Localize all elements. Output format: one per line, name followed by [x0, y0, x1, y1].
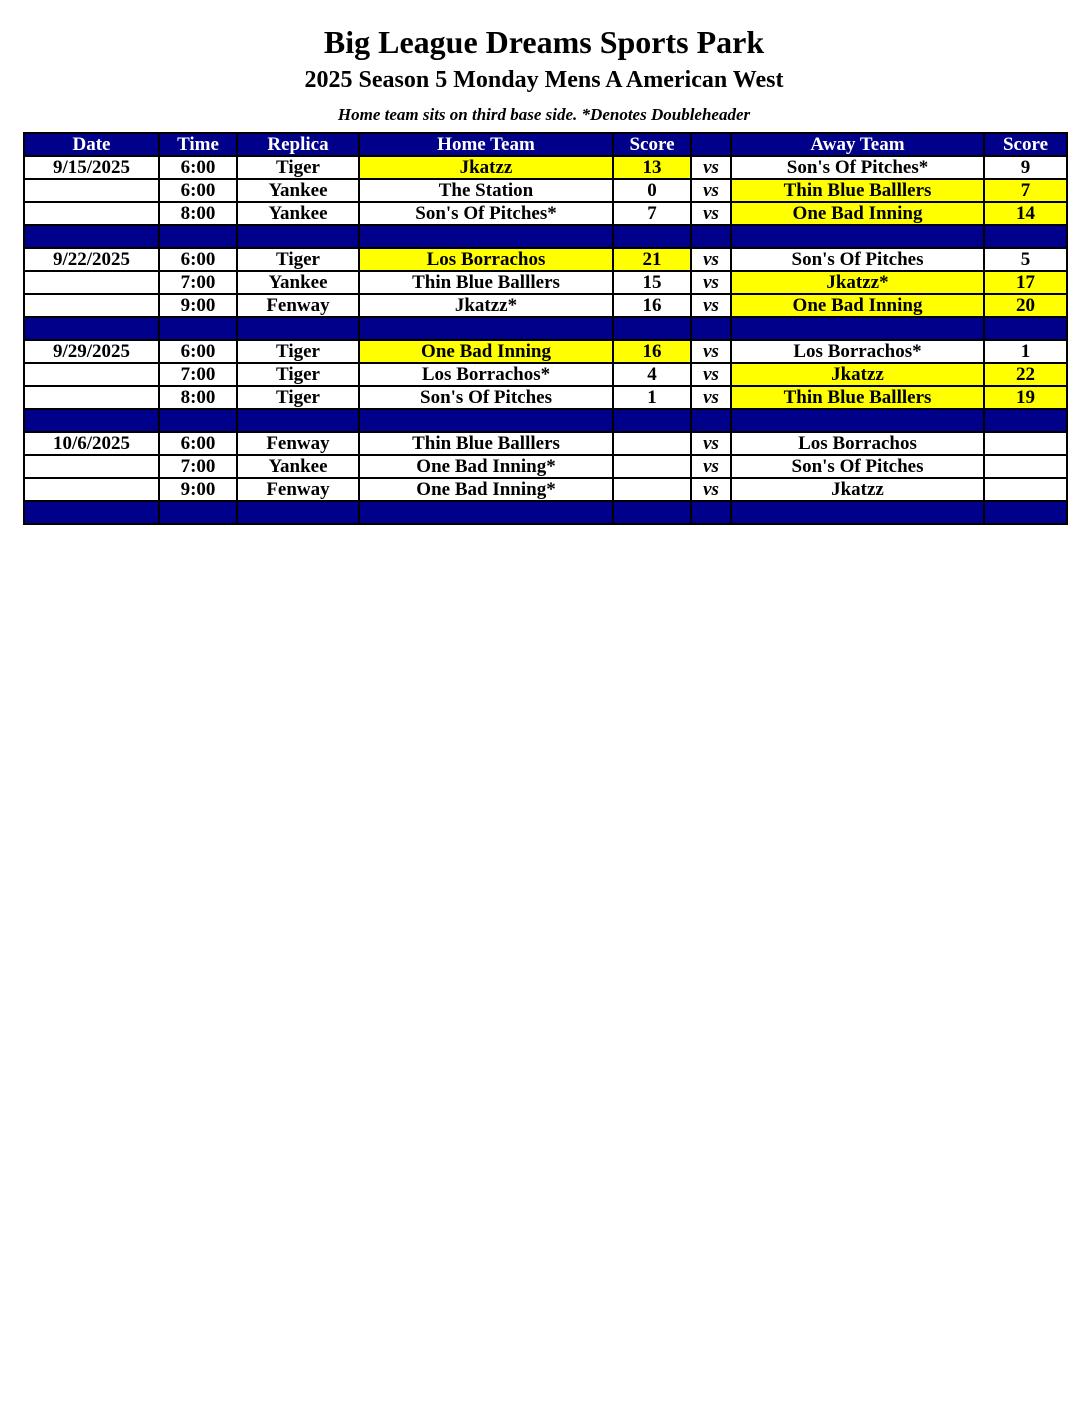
away-team-cell: Thin Blue Balllers — [731, 179, 984, 202]
separator-cell — [691, 317, 731, 340]
time-cell: 7:00 — [159, 455, 237, 478]
game-row — [24, 271, 1067, 294]
date-cell — [24, 386, 159, 409]
away-team-cell: Los Borrachos* — [731, 340, 984, 363]
date-cell: 9/29/2025 — [24, 340, 159, 363]
home-team-cell: One Bad Inning* — [359, 478, 613, 501]
schedule-note: Home team sits on third base side. *Denotes Doubleheader — [337, 105, 751, 124]
replica-cell: Yankee — [237, 455, 359, 478]
home-score-cell: 13 — [613, 156, 691, 179]
separator-cell — [613, 501, 691, 524]
separator-cell — [159, 317, 237, 340]
separator-cell — [237, 317, 359, 340]
table-header-row — [24, 133, 1067, 156]
time-cell: 9:00 — [159, 478, 237, 501]
separator-cell — [237, 409, 359, 432]
separator-cell — [691, 501, 731, 524]
home-team-cell: Thin Blue Balllers — [359, 432, 613, 455]
away-score-cell: 20 — [984, 294, 1067, 317]
away-team-cell: One Bad Inning — [731, 294, 984, 317]
separator-cell — [613, 317, 691, 340]
away-score-cell: 14 — [984, 202, 1067, 225]
away-score-cell — [984, 432, 1067, 455]
separator-cell — [159, 501, 237, 524]
away-score-cell: 7 — [984, 179, 1067, 202]
time-cell: 6:00 — [159, 248, 237, 271]
away-team-cell: Thin Blue Balllers — [731, 386, 984, 409]
game-row — [24, 386, 1067, 409]
date-cell — [24, 202, 159, 225]
date-cell: 9/15/2025 — [24, 156, 159, 179]
separator-cell — [359, 317, 613, 340]
vs-cell: vs — [691, 248, 731, 271]
home-score-cell: 15 — [613, 271, 691, 294]
column-header-home-score: Score — [613, 133, 691, 156]
home-team-cell: Jkatzz — [359, 156, 613, 179]
replica-cell: Fenway — [237, 294, 359, 317]
replica-cell: Tiger — [237, 340, 359, 363]
time-cell: 8:00 — [159, 202, 237, 225]
away-team-cell: Son's Of Pitches — [731, 248, 984, 271]
away-score-cell: 9 — [984, 156, 1067, 179]
date-cell — [24, 294, 159, 317]
time-cell: 6:00 — [159, 432, 237, 455]
home-team-cell: Jkatzz* — [359, 294, 613, 317]
replica-cell: Fenway — [237, 478, 359, 501]
vs-cell: vs — [691, 455, 731, 478]
separator-cell — [359, 501, 613, 524]
game-row — [24, 363, 1067, 386]
time-cell: 9:00 — [159, 294, 237, 317]
replica-cell: Yankee — [237, 202, 359, 225]
separator-cell — [237, 225, 359, 248]
game-row — [24, 432, 1067, 455]
week-separator-row — [24, 409, 1067, 432]
separator-cell — [237, 501, 359, 524]
away-score-cell — [984, 478, 1067, 501]
home-score-cell — [613, 432, 691, 455]
replica-cell: Tiger — [237, 248, 359, 271]
vs-cell: vs — [691, 478, 731, 501]
away-score-cell: 5 — [984, 248, 1067, 271]
replica-cell: Tiger — [237, 156, 359, 179]
separator-cell — [984, 501, 1067, 524]
time-cell: 6:00 — [159, 156, 237, 179]
game-row — [24, 340, 1067, 363]
separator-cell — [159, 409, 237, 432]
away-team-cell: Los Borrachos — [731, 432, 984, 455]
home-team-cell: One Bad Inning* — [359, 455, 613, 478]
game-row — [24, 478, 1067, 501]
away-team-cell: Son's Of Pitches* — [731, 156, 984, 179]
separator-cell — [984, 225, 1067, 248]
away-team-cell: Jkatzz — [731, 363, 984, 386]
vs-cell: vs — [691, 156, 731, 179]
separator-cell — [691, 409, 731, 432]
home-team-cell: Son's Of Pitches* — [359, 202, 613, 225]
separator-cell — [24, 409, 159, 432]
column-header-time: Time — [159, 133, 237, 156]
separator-cell — [159, 225, 237, 248]
separator-cell — [24, 317, 159, 340]
home-score-cell: 1 — [613, 386, 691, 409]
vs-cell: vs — [691, 340, 731, 363]
game-row — [24, 248, 1067, 271]
vs-cell: vs — [691, 294, 731, 317]
home-score-cell — [613, 478, 691, 501]
date-cell — [24, 271, 159, 294]
separator-cell — [731, 501, 984, 524]
home-team-cell: Los Borrachos* — [359, 363, 613, 386]
home-score-cell: 0 — [613, 179, 691, 202]
date-cell — [24, 478, 159, 501]
away-team-cell: One Bad Inning — [731, 202, 984, 225]
time-cell: 6:00 — [159, 340, 237, 363]
separator-cell — [24, 225, 159, 248]
home-team-cell: The Station — [359, 179, 613, 202]
replica-cell: Yankee — [237, 179, 359, 202]
week-separator-row — [24, 501, 1067, 524]
date-cell: 10/6/2025 — [24, 432, 159, 455]
vs-cell: vs — [691, 271, 731, 294]
away-score-cell: 19 — [984, 386, 1067, 409]
home-score-cell: 7 — [613, 202, 691, 225]
column-header-replica: Replica — [237, 133, 359, 156]
home-team-cell: Los Borrachos — [359, 248, 613, 271]
separator-cell — [731, 317, 984, 340]
column-header-away-team: Away Team — [731, 133, 984, 156]
separator-cell — [984, 409, 1067, 432]
separator-cell — [731, 225, 984, 248]
column-header-vs — [691, 133, 731, 156]
week-separator-row — [24, 317, 1067, 340]
separator-cell — [359, 225, 613, 248]
replica-cell: Tiger — [237, 386, 359, 409]
vs-cell: vs — [691, 179, 731, 202]
column-header-away-score: Score — [984, 133, 1067, 156]
separator-cell — [613, 409, 691, 432]
time-cell: 7:00 — [159, 363, 237, 386]
game-row — [24, 179, 1067, 202]
away-score-cell: 22 — [984, 363, 1067, 386]
replica-cell: Fenway — [237, 432, 359, 455]
home-score-cell: 21 — [613, 248, 691, 271]
game-row — [24, 202, 1067, 225]
vs-cell: vs — [691, 363, 731, 386]
home-score-cell: 16 — [613, 294, 691, 317]
replica-cell: Yankee — [237, 271, 359, 294]
replica-cell: Tiger — [237, 363, 359, 386]
separator-cell — [731, 409, 984, 432]
game-row — [24, 294, 1067, 317]
time-cell: 7:00 — [159, 271, 237, 294]
separator-cell — [613, 225, 691, 248]
home-score-cell — [613, 455, 691, 478]
away-team-cell: Jkatzz* — [731, 271, 984, 294]
time-cell: 8:00 — [159, 386, 237, 409]
away-team-cell: Jkatzz — [731, 478, 984, 501]
vs-cell: vs — [691, 432, 731, 455]
date-cell — [24, 179, 159, 202]
home-team-cell: Thin Blue Balllers — [359, 271, 613, 294]
week-separator-row — [24, 225, 1067, 248]
home-score-cell: 16 — [613, 340, 691, 363]
column-header-home-team: Home Team — [359, 133, 613, 156]
away-score-cell — [984, 455, 1067, 478]
game-row — [24, 455, 1067, 478]
time-cell: 6:00 — [159, 179, 237, 202]
date-cell — [24, 455, 159, 478]
page-title: Big League Dreams Sports Park — [323, 24, 765, 60]
page-subtitle: 2025 Season 5 Monday Mens A American West — [304, 67, 784, 93]
away-team-cell: Son's Of Pitches — [731, 455, 984, 478]
date-cell — [24, 363, 159, 386]
separator-cell — [24, 501, 159, 524]
away-score-cell: 1 — [984, 340, 1067, 363]
home-score-cell: 4 — [613, 363, 691, 386]
column-header-date: Date — [24, 133, 159, 156]
game-row — [24, 156, 1067, 179]
home-team-cell: One Bad Inning — [359, 340, 613, 363]
separator-cell — [984, 317, 1067, 340]
vs-cell: vs — [691, 202, 731, 225]
schedule-body — [24, 156, 1067, 524]
home-team-cell: Son's Of Pitches — [359, 386, 613, 409]
separator-cell — [359, 409, 613, 432]
separator-cell — [691, 225, 731, 248]
vs-cell: vs — [691, 386, 731, 409]
date-cell: 9/22/2025 — [24, 248, 159, 271]
schedule-table — [23, 132, 1068, 525]
away-score-cell: 17 — [984, 271, 1067, 294]
